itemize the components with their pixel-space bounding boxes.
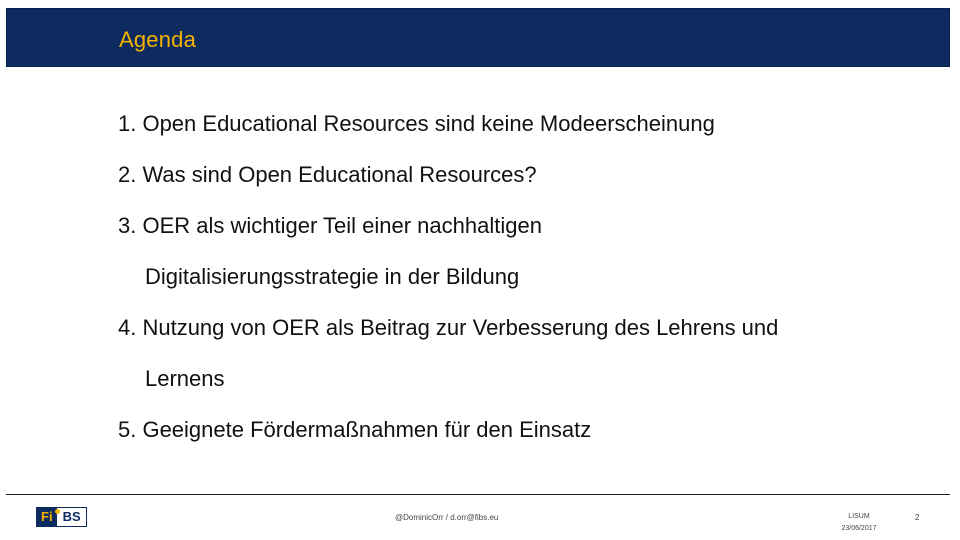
agenda-item-5 xyxy=(118,410,778,461)
footer-contact: @DominicOrr / d.orr@fibs.eu xyxy=(395,513,499,522)
agenda-item-text: 4. Nutzung von OER als Beitrag zur Verbesserung des Lehrens und xyxy=(118,315,779,340)
header-bar xyxy=(6,8,950,67)
page-number: 2 xyxy=(915,513,920,522)
footer-divider xyxy=(6,494,950,495)
agenda-item-4 xyxy=(118,308,778,410)
agenda-item-3 xyxy=(118,206,778,308)
logo-bs-text: BS xyxy=(57,508,86,526)
agenda-item-text: 2. Was sind Open Educational Resources? xyxy=(118,162,537,187)
agenda-list xyxy=(118,104,778,461)
agenda-item-continuation: Lernens xyxy=(145,366,225,391)
footer-event-block xyxy=(830,511,888,535)
slide-title: Agenda xyxy=(119,27,197,52)
fibs-logo xyxy=(36,507,87,527)
logo-dot-icon xyxy=(55,509,60,514)
logo-fi xyxy=(37,508,57,526)
agenda-item-2 xyxy=(118,155,778,206)
agenda-item-text: 5. Geeignete Fördermaßnahmen für den Einsatz xyxy=(118,417,592,442)
footer-event: LISUM xyxy=(848,513,870,520)
agenda-item-text: 1. Open Educational Resources sind keine Modeerscheinung xyxy=(118,111,715,136)
footer-date: 23/06/2017 xyxy=(841,525,877,532)
agenda-item-1 xyxy=(118,104,778,155)
agenda-item-continuation: Digitalisierungsstrategie in der Bildung xyxy=(145,264,520,289)
agenda-item-text: 3. OER als wichtiger Teil einer nachhaltigen xyxy=(118,213,542,238)
logo-fi-text: Fi xyxy=(41,509,53,524)
